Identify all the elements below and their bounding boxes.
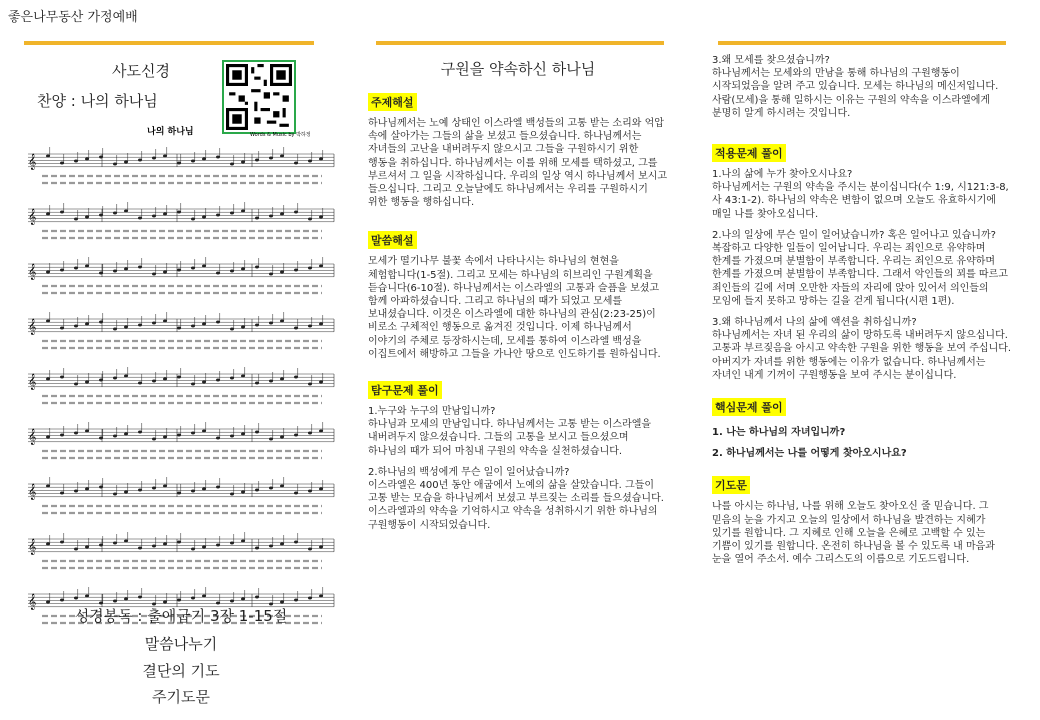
explore-q3: 3.왜 모세를 찾으셨습니까? — [712, 55, 830, 66]
svg-text:𝄞: 𝄞 — [28, 594, 37, 610]
apply-a2: 복잡하고 다양한 일들이 일어납니다. 우리는 죄인으로 유약하며 한계를 가졌으며 분별함이 부족합니다. 우리는 죄인으로 유약하며 한계를 가졌으며 분별함이 부족합니다. 그래서 악인들의 꾀를 따르고 죄인들의 길에 서며 오만한 자들의 자리에 앉아 있어서 의인들의 모임에 들지 못하고 망하는 길을 걷게 됩니다(시편 1편). — [712, 243, 1008, 307]
order-of-worship-column — [22, 50, 340, 715]
prayer-heading: 기도문 — [712, 476, 750, 494]
sermon-title: 구원을 약속하신 하나님 — [440, 60, 596, 78]
sermon-column — [368, 50, 668, 540]
explore-a2: 이스라엘은 400년 동안 애굽에서 노예의 삶을 살았습니다. 그들이 고통 받는 모습을 하나님께서 보셨고 부르짖는 소리를 들으셨습니다. 이스라엘과의 약속을 기억하시고 약속을 성취하시기 위한 하나님의 구원행동이 시작되었습니다. — [368, 480, 664, 531]
apply-heading: 적용문제 풀이 — [712, 144, 786, 162]
core-heading: 핵심문제 풀이 — [712, 398, 786, 416]
staff-system — [28, 147, 334, 183]
apply-a1: 하나님께서는 구원의 약속을 주시는 분이십니다(수 1:9, 시121:3-8, 사 43:1-2). 하나님의 약속은 변함이 없으며 오늘도 유효하시기에 매일 나를 찾아오십니다. — [712, 182, 1009, 220]
document-title: 좋은나무동산 가정예배 — [8, 10, 138, 25]
sharing-label: 말씀나누기 — [144, 635, 218, 653]
column-rule-1 — [24, 41, 314, 45]
core-question-1: 1. 나는 하나님의 자녀입니까? — [712, 427, 846, 439]
apostles-creed-label: 사도신경 — [112, 62, 170, 80]
staff-system — [28, 257, 334, 293]
svg-text:𝄞: 𝄞 — [28, 209, 37, 225]
explore-heading: 탐구문제 풀이 — [368, 381, 442, 399]
staff-system — [28, 422, 334, 458]
apply-q1: 1.나의 삶에 누가 찾아오시나요? — [712, 169, 853, 181]
svg-text:𝄞: 𝄞 — [28, 429, 37, 445]
staff-system — [28, 312, 334, 348]
apply-a3: 하나님께서는 자녀 된 우리의 삶이 망하도록 내버려두지 않으십니다. 고통과 부르짖음을 아시고 약속한 구원을 위한 행동을 보여 주십니다. 아버지가 자녀를 위한 행동에는 이유가 없습니다. 하나님께서는 자녀인 내게 기꺼이 구원행동을 보여 주시는 분이십니다. — [712, 330, 1012, 381]
theme-heading: 주제해설 — [368, 93, 417, 111]
word-text: 모세가 떨기나무 불꽃 속에서 나타나시는 하나님의 현현을 체험합니다(1-5절). 그리고 모세는 하나님의 히브리인 구원계획을 듣습니다(6-10절). 하나님께서는 이스라엘의 고통과 슬픔을 보셨고 함께 아파하셨습니다. 그리고 하나님의 때가 되었고 모세를 보내셨습니다. 이것은 이스라엘에 대한 하나님의 관심(2:23-25)이 비로소 구체적인 행동으로 옮겨진 것입니다. 이제 하나님께서 이야기의 주체로 등장하시는데, 모세를 통하여 이스라엘 백성을 이집트에서 해방하고 그들을 가나안 땅으로 인도하기를 원하십니다. — [368, 256, 661, 360]
staff-system — [28, 532, 334, 568]
prayer-text: 나를 아시는 하나님, 나를 위해 오늘도 찾아오신 줄 믿습니다. 그 믿음의 눈을 가지고 오늘의 일상에서 하나님을 발견하는 지혜가 있기를 원합니다. 그 지혜로 인해 오늘을 은혜로 고백할 수 있는 기쁨이 있기를 원합니다. 온전히 하나님을 볼 수 있도록 내 마음과 눈을 열어 주소서. 예수 그리스도의 이름으로 기도드립니다. — [712, 501, 995, 566]
apply-q2: 2.나의 일상에 무슨 일이 일어났습니까? 혹은 일어나고 있습니까? — [712, 229, 996, 241]
word-heading: 말씀해설 — [368, 231, 417, 249]
sheet-music — [22, 122, 340, 652]
column-rule-3 — [718, 41, 1006, 45]
sheet-music-title: 나의 하나님 — [147, 127, 194, 137]
explore-a3: 하나님께서는 모세와의 만남을 통해 하나님의 구원행동이 시작되었음을 알려 주고 있습니다. 모세는 하나님의 메신저입니다. 사람(모세)을 통해 일하시는 이유는 구원의 약속을 이스라엘에게 분명히 알게 하시려는 것입니다. — [712, 68, 999, 119]
explore-q2-text: 2.하나님의 백성에게 무슨 일이 일어났습니까? — [368, 466, 570, 478]
hymn-label: 찬양 : 나의 하나님 — [37, 92, 158, 110]
staff-system — [28, 367, 334, 403]
theme-text: 하나님께서는 노예 상태인 이스라엘 백성들의 고통 받는 소리와 억압 속에 살아가는 그들의 삶을 보셨고 들으셨습니다. 하나님께서는 자녀들의 고난을 내버려두지 않으시고 그들을 구원하시기 위한 행동을 취하십니다. 하나님께서는 이를 위해 모세를 택하셨고, 그를 부르셔서 그 일을 시작하십니다. 우리의 일상 역시 하나님께서 보시고 들으십니다. 그리고 오늘날에도 하나님께서는 우리를 구원하시기 위한 행동을 행하십니다. — [368, 118, 668, 209]
explore-a1: 하나님과 모세의 만남입니다. 하나님께서는 고통 받는 이스라엘을 내버려두지 않으셨습니다. 그들의 고통을 보시고 들으셨으며 하나님의 때가 되어 마침내 구원의 약속을 실천하셨습니다. — [368, 419, 652, 457]
qr-code-image — [226, 64, 292, 130]
explore-q1-text: 1.누구와 누구의 만남입니까? — [368, 406, 496, 418]
explore-q1 — [368, 405, 668, 418]
staff-system — [28, 477, 334, 513]
apply-q3: 3.왜 하나님께서 나의 삶에 액션을 취하십니까? — [712, 317, 917, 329]
column-rule-2 — [376, 41, 664, 45]
explore-q2 — [368, 466, 668, 479]
svg-text:𝄞: 𝄞 — [28, 539, 37, 555]
lords-prayer-label: 주기도문 — [152, 688, 210, 706]
staff-system — [28, 202, 334, 238]
svg-text:𝄞: 𝄞 — [28, 484, 37, 500]
svg-text:𝄞: 𝄞 — [28, 154, 37, 170]
svg-text:𝄞: 𝄞 — [28, 374, 37, 390]
application-column — [712, 54, 1012, 574]
sheet-music-credit: Words & Music by 박하정 — [250, 132, 311, 138]
scripture-reading: 성경봉독 : 출애굽기 3장 1-15절 — [74, 607, 288, 625]
svg-text:𝄞: 𝄞 — [28, 264, 37, 280]
core-question-2: 2. 하나님께서는 나를 어떻게 찾아오시나요? — [712, 448, 907, 460]
decision-prayer-label: 결단의 기도 — [142, 662, 220, 680]
svg-text:𝄞: 𝄞 — [28, 319, 37, 335]
